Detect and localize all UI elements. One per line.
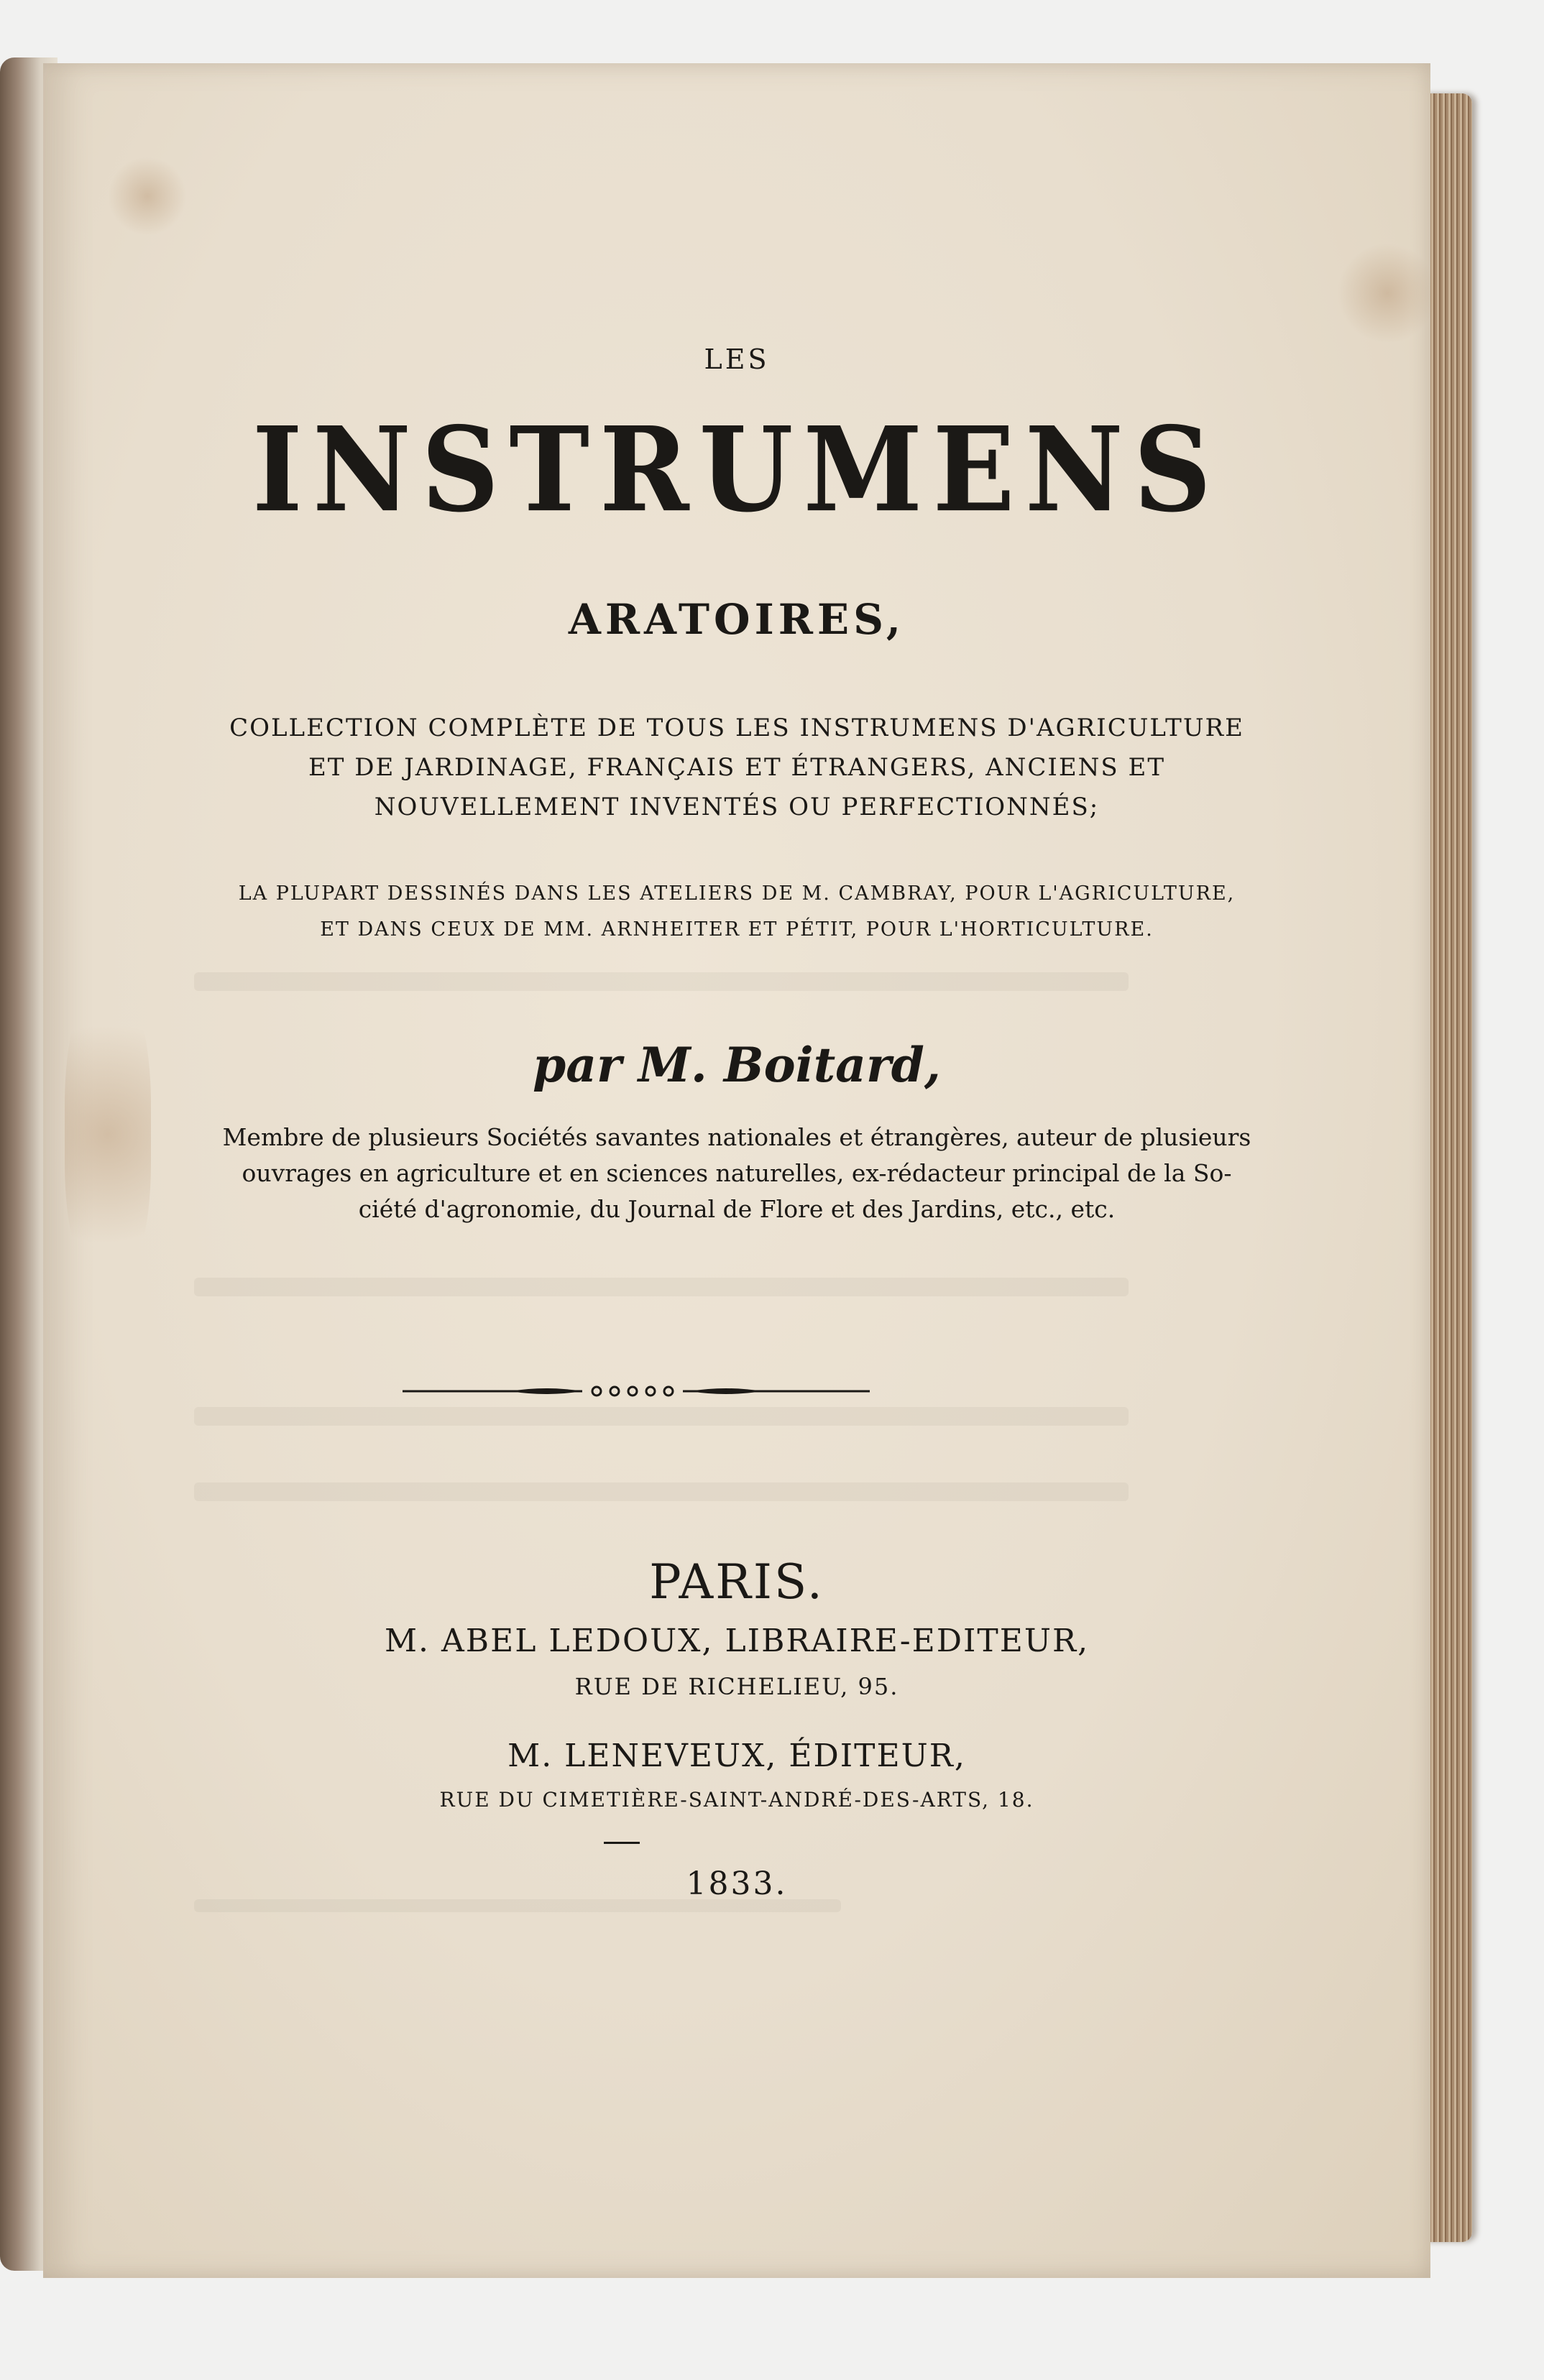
bleed-through — [194, 1278, 1129, 1296]
separator-dash — [604, 1842, 640, 1844]
author-bio-line: ciété d'agronomie, du Journal de Flore et des Jardins, etc., etc. — [358, 1195, 1116, 1223]
bleed-through — [194, 972, 1129, 991]
publisher-address: RUE DU CIMETIÈRE-SAINT-ANDRÉ-DES-ARTS, 18. — [439, 1788, 1034, 1812]
main-title: INSTRUMENS — [252, 401, 1222, 539]
publisher-address: RUE DE RICHELIEU, 95. — [574, 1673, 899, 1700]
ornamental-rule — [403, 1377, 870, 1406]
foxing-stain — [108, 157, 187, 236]
title-prefix: LES — [704, 343, 770, 375]
author-bio-line: Membre de plusieurs Sociétés savantes nationales et étrangères, auteur de plusieurs — [222, 1123, 1251, 1151]
author-bio-line: ouvrages en agriculture et en sciences naturelles, ex-rédacteur principal de la So- — [242, 1159, 1232, 1187]
collection-line: NOUVELLEMENT INVENTÉS OU PERFECTIONNÉS; — [374, 793, 1100, 821]
collection-line: COLLECTION COMPLÈTE DE TOUS LES INSTRUMENS D'AGRICULTURE — [229, 714, 1244, 742]
author-line: par M. Boitard, — [533, 1037, 941, 1093]
bleed-through — [194, 1407, 1129, 1426]
foxing-stain — [1337, 243, 1438, 343]
plupart-line: ET DANS CEUX DE MM. ARNHEITER ET PÉTIT, POUR L'HORTICULTURE. — [320, 918, 1154, 941]
plupart-line: LA PLUPART DESSINÉS DANS LES ATELIERS DE M. CAMBRAY, POUR L'AGRICULTURE, — [238, 882, 1236, 905]
bleed-through — [194, 1482, 1129, 1501]
imprint-city: PARIS. — [649, 1554, 824, 1610]
publication-year: 1833. — [686, 1865, 788, 1902]
publisher-line: M. LENEVEUX, ÉDITEUR, — [507, 1738, 966, 1774]
collection-line: ET DE JARDINAGE, FRANÇAIS ET ÉTRANGERS, ANCIENS ET — [308, 753, 1166, 782]
subtitle: ARATOIRES, — [568, 595, 906, 644]
book-fore-edge — [1423, 93, 1472, 2242]
title-page — [43, 63, 1430, 2278]
publisher-line: M. ABEL LEDOUX, LIBRAIRE-EDITEUR, — [384, 1623, 1090, 1659]
